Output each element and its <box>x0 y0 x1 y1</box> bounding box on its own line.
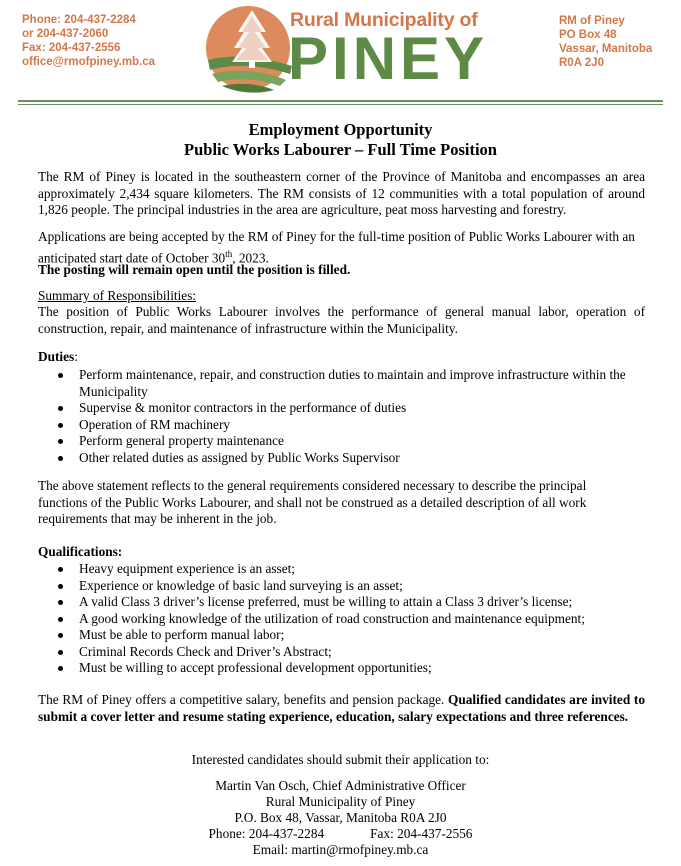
header-contact <box>22 13 192 69</box>
header-divider-thin <box>18 104 663 105</box>
intro-paragraph: The RM of Piney is located in the southeastern corner of the Province of Manitoba and encompasses an area approximately 2,434 square kilometers. The RM consists of 12 communities with a total population of around 1,826 people. The principal industries in the area are agriculture, peat moss harvesting and forestry. <box>38 169 645 217</box>
list-item: Perform general property maintenance <box>38 433 648 450</box>
address-line: R0A 2J0 <box>559 57 604 69</box>
applications-text-end: , 2023. <box>232 249 269 265</box>
duties-heading <box>38 349 645 366</box>
applications-text: Applications are being accepted by the RM of Piney for the full-time position of Public Works Labourer with an anticipated start date of October 30 <box>38 229 635 265</box>
contact-intro: Interested candidates should submit their application to: <box>191 752 490 767</box>
duties-label: Duties <box>38 349 75 364</box>
list-item: A good working knowledge of the utilization of road construction and maintenance equipment; <box>38 611 648 628</box>
header-email: office@rmofpiney.mb.ca <box>22 56 156 68</box>
address-line: PO Box 48 <box>559 29 617 41</box>
date-superscript: th <box>225 248 233 259</box>
contact-email[interactable]: Email: martin@rmofpiney.mb.ca <box>252 842 429 857</box>
summary-text: The position of Public Works Labourer involves the performance of general manual labor, operation of construction, repair, and maintenance of infrastructure within the Municipality. <box>38 304 645 336</box>
list-item: A valid Class 3 driver’s license preferred, must be willing to attain a Class 3 driver’s license; <box>38 594 648 611</box>
applications-paragraph <box>38 229 645 266</box>
duties-colon: : <box>74 349 78 364</box>
offer-text: The RM of Piney offers a competitive salary, benefits and pension package. <box>38 692 449 707</box>
header-phone-alt: or 204-437-2060 <box>22 28 109 40</box>
contact-org: Rural Municipality of Piney <box>265 794 416 809</box>
page-title: Employment Opportunity <box>248 120 433 139</box>
position-title: Public Works Labourer – Full Time Position <box>184 140 497 159</box>
contact-address: P.O. Box 48, Vassar, Manitoba R0A 2J0 <box>234 810 447 825</box>
offer-paragraph <box>38 692 645 725</box>
contact-phone-fax <box>0 826 681 842</box>
logo-subtitle: Rural Municipality of <box>290 9 478 31</box>
list-item: Heavy equipment experience is an asset; <box>38 561 648 578</box>
duties-list <box>38 367 648 466</box>
list-item: Other related duties as assigned by Public Works Supervisor <box>38 450 648 467</box>
contact-phone: Phone: 204-437-2284 <box>208 826 325 841</box>
header-address <box>559 14 679 70</box>
header-phone: Phone: 204-437-2284 <box>22 14 136 26</box>
list-item: Experience or knowledge of basic land surveying is an asset; <box>38 578 648 595</box>
address-line: Vassar, Manitoba <box>559 43 653 55</box>
list-item: Criminal Records Check and Driver’s Abstract; <box>38 644 648 661</box>
list-item: Perform maintenance, repair, and construction duties to maintain and improve infrastructure within the Municipality <box>38 367 648 400</box>
contact-fax: Fax: 204-437-2556 <box>370 826 473 841</box>
statement-paragraph: The above statement reflects to the general requirements considered necessary to describe the principal functions of the Public Works Labourer, and shall not be construed as a detailed description of all work requirements that may be inherent in the job. <box>38 478 587 526</box>
header-divider <box>18 100 663 102</box>
header-fax: Fax: 204-437-2556 <box>22 42 121 54</box>
logo-name: PINEY <box>288 25 489 92</box>
address-line: RM of Piney <box>559 15 625 27</box>
posting-note: The posting will remain open until the position is filled. <box>38 262 351 277</box>
qualifications-heading: Qualifications: <box>38 544 123 559</box>
list-item: Supervise & monitor contractors in the performance of duties <box>38 400 648 417</box>
qualifications-list <box>38 561 648 677</box>
summary-heading: Summary of Responsibilities: <box>38 288 197 303</box>
list-item: Operation of RM machinery <box>38 417 648 434</box>
contact-name: Martin Van Osch, Chief Administrative Officer <box>215 778 466 793</box>
offer-bold-text: Qualified candidates are invited to submit a cover letter and resume stating experience, education, salary expectations and three references. <box>38 692 645 724</box>
list-item: Must be willing to accept professional development opportunities; <box>38 660 648 677</box>
list-item: Must be able to perform manual labor; <box>38 627 648 644</box>
